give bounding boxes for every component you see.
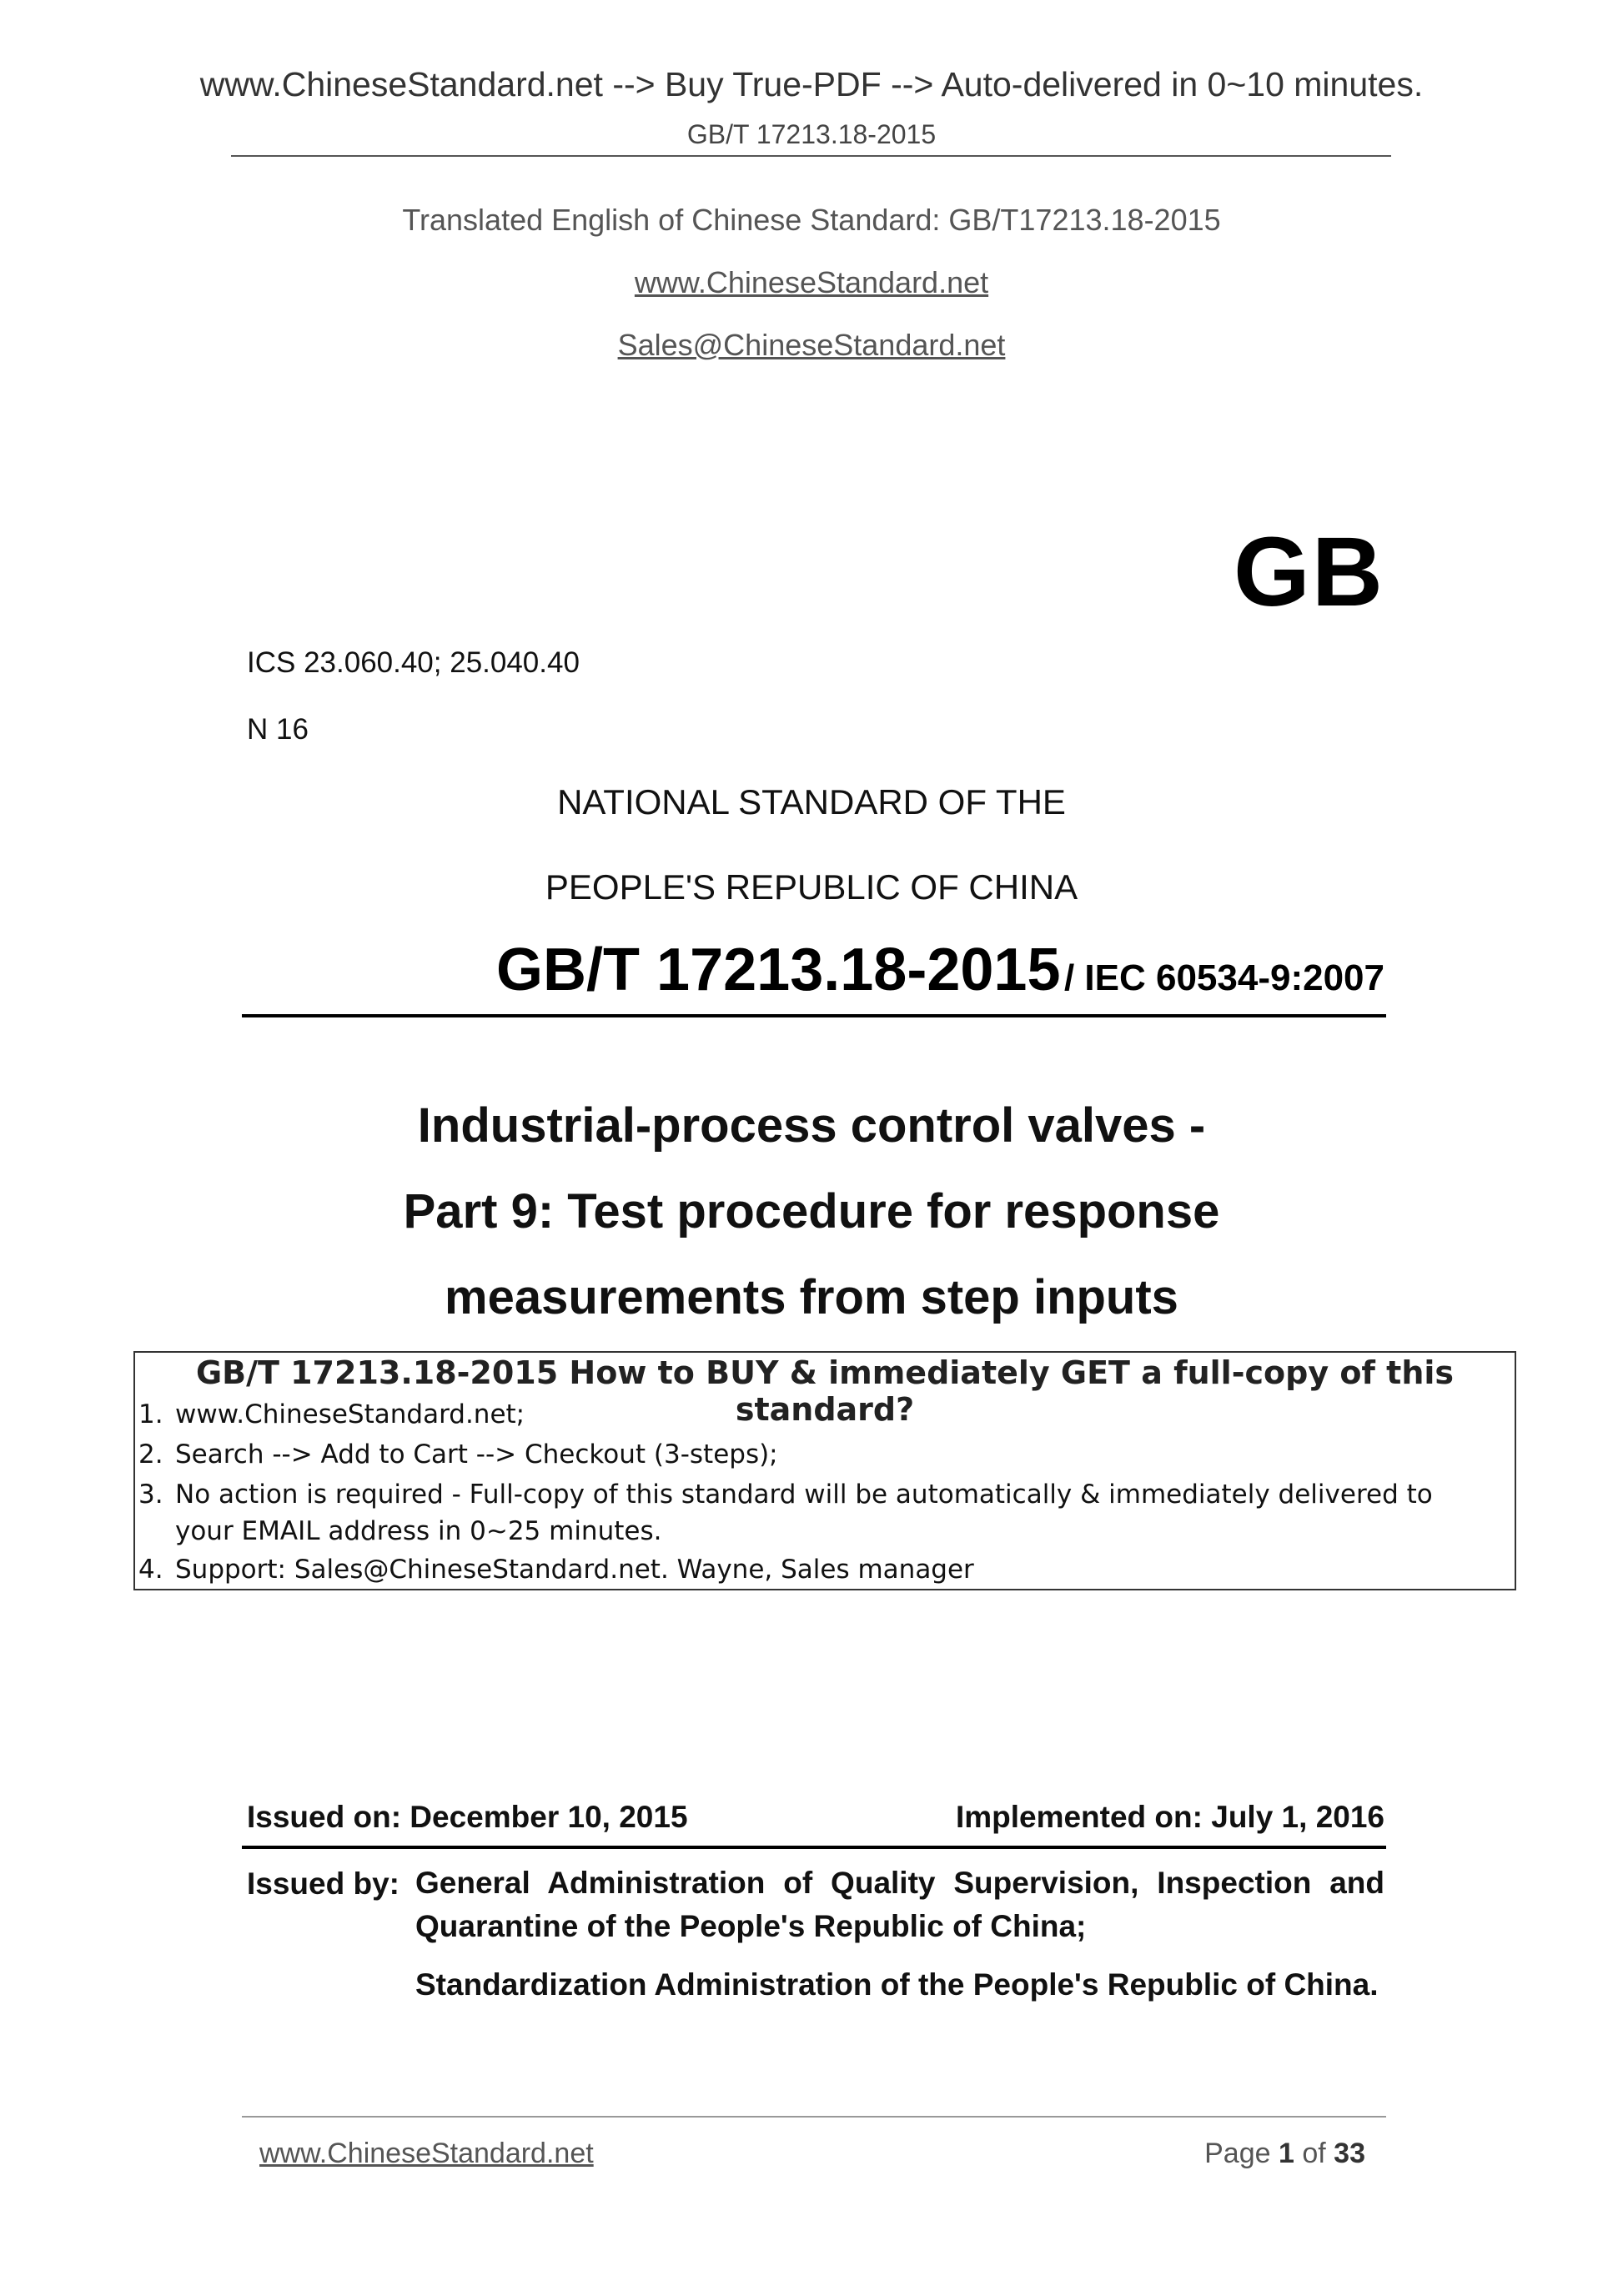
issued-by-label: Issued by: [247, 1866, 399, 1901]
translated-notice: Translated English of Chinese Standard: GB/T17213.18-2015 [402, 203, 1221, 237]
ics-code: ICS 23.060.40; 25.040.40 [247, 646, 580, 679]
purchase-box-title: GB/T 17213.18-2015 How to BUY & immediately GET a full-copy of this standard? [195, 1354, 1455, 1428]
n-code: N 16 [247, 713, 309, 746]
purchase-step-continuation [175, 1516, 661, 1546]
step-text: Support: Sales@ChineseStandard.net. Wayne, Sales manager [175, 1555, 974, 1585]
document-title-line3: measurements from step inputs [445, 1270, 1178, 1324]
step-text: No action is required - Full-copy of this standard will be automatically & immediately delivered to [175, 1480, 1433, 1510]
website-link[interactable]: www.ChineseStandard.net [634, 265, 989, 299]
step-text: your EMAIL address in 0~25 minutes. [175, 1516, 662, 1546]
header-banner: www.ChineseStandard.net --> Buy True-PDF --> Auto-delivered in 0~10 minutes. [199, 65, 1424, 103]
step-number: 3. [138, 1480, 163, 1510]
header-doc-id: GB/T 17213.18-2015 [686, 119, 937, 149]
purchase-info-box [133, 1351, 1516, 1590]
page-total: 33 [1334, 2138, 1365, 2169]
implemented-on: Implemented on: July 1, 2016 [955, 1800, 1384, 1834]
step-text: www.ChineseStandard.net; [175, 1399, 525, 1429]
purchase-step [138, 1555, 974, 1585]
purchase-step [138, 1399, 525, 1429]
step-number: 4. [138, 1555, 163, 1585]
issued-by-authority-1: General Administration of Quality Supervision, Inspection and Quarantine of the People's Republic of China; [415, 1866, 1384, 1943]
purchase-step [138, 1439, 778, 1470]
page-current: 1 [1278, 2138, 1294, 2169]
page-of: of [1302, 2138, 1326, 2169]
page-prefix: Page [1204, 2138, 1271, 2169]
standard-number: GB/T 17213.18-2015 [496, 937, 1061, 1003]
document-title-line2: Part 9: Test procedure for response [403, 1184, 1220, 1238]
issued-by-authority-2: Standardization Administration of the People's Republic of China. [415, 1967, 1379, 2002]
national-standard-line1: NATIONAL STANDARD OF THE [557, 782, 1066, 821]
national-standard-line2: PEOPLE'S REPUBLIC OF CHINA [545, 867, 1078, 907]
header-divider [231, 155, 1391, 157]
issue-divider [242, 1846, 1386, 1849]
document-title-line1: Industrial-process control valves - [417, 1098, 1206, 1153]
footer-website-link[interactable]: www.ChineseStandard.net [259, 2138, 594, 2169]
standard-number-line [247, 936, 1384, 1004]
sales-email-link[interactable]: Sales@ChineseStandard.net [617, 328, 1006, 362]
issued-on: Issued on: December 10, 2015 [247, 1800, 688, 1834]
page-indicator [1084, 2138, 1365, 2170]
step-number: 2. [138, 1439, 163, 1470]
issue-dates-row [247, 1800, 1384, 1835]
purchase-step [138, 1480, 1433, 1510]
standard-divider [242, 1014, 1386, 1017]
footer-divider [242, 2116, 1386, 2118]
step-number: 1. [138, 1399, 163, 1429]
equivalent-standard: / IEC 60534-9:2007 [1063, 957, 1384, 998]
step-text: Search --> Add to Cart --> Checkout (3-steps); [175, 1439, 778, 1470]
gb-mark: GB [1234, 517, 1384, 627]
